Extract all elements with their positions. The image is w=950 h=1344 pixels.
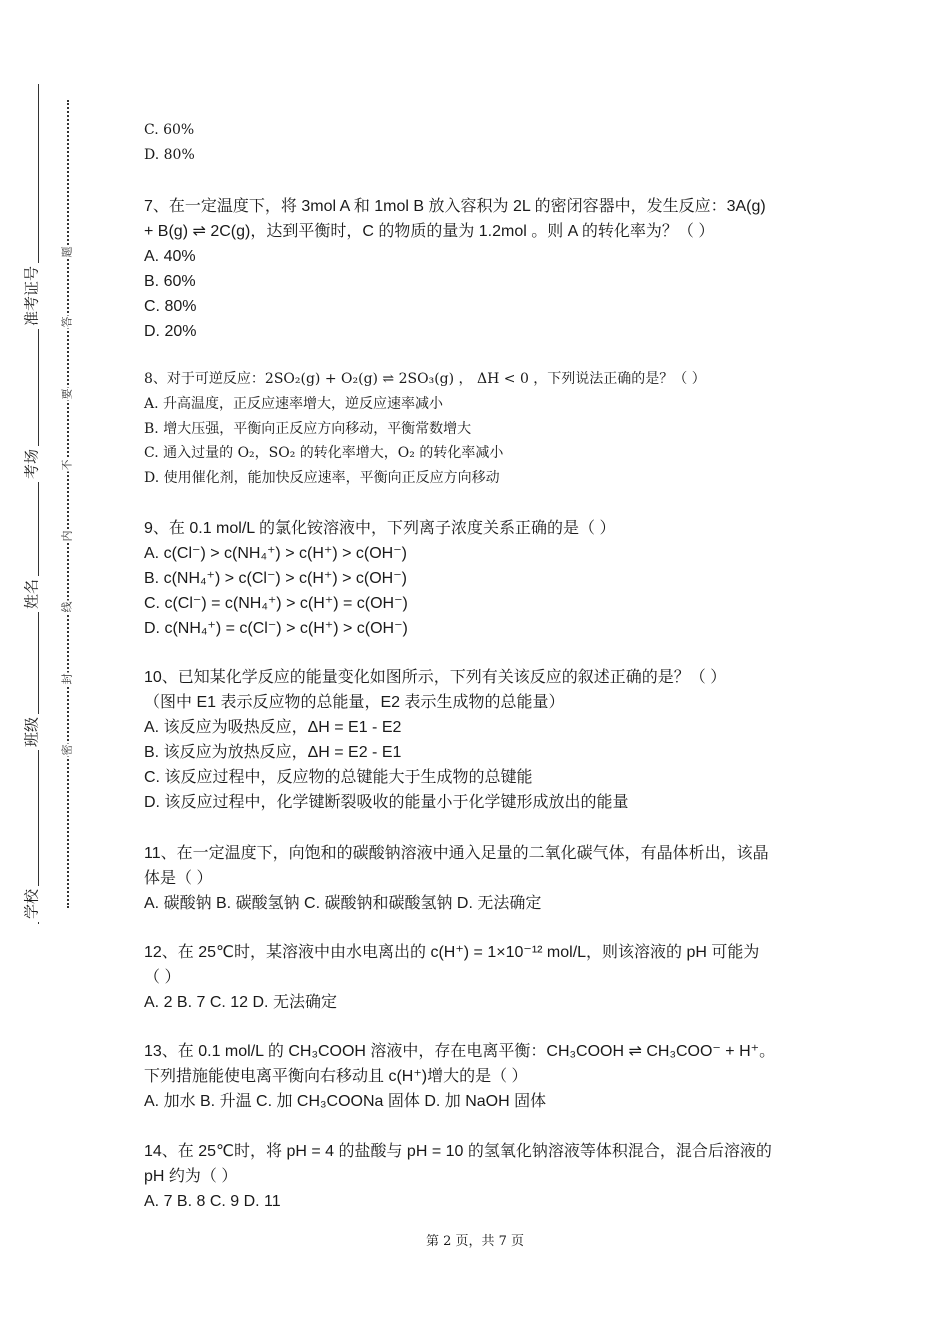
- option-line: C. 该反应过程中，反应物的总键能大于生成物的总键能: [144, 769, 533, 786]
- seal-char: 密: [60, 744, 74, 756]
- binding-solid-line: [38, 84, 39, 924]
- option-line: C. 80%: [144, 298, 197, 315]
- option-line: A. 40%: [144, 248, 196, 265]
- field-label-exam-number: 准考证号: [23, 263, 42, 329]
- seal-char: 题: [60, 246, 74, 258]
- field-label-name: 姓名: [23, 576, 42, 612]
- question-stem: 8、对于可逆反应：2SO₂(g) + O₂(g) ⇌ 2SO₃(g) ， ΔH < 0 ，下列说法正确的是？（ ）: [144, 371, 706, 387]
- question-stem: 体是（ ）: [144, 870, 213, 887]
- question-stem: 下列措施能使电离平衡向右移动且 c(H⁺)增大的是（ ）: [144, 1068, 528, 1085]
- question-stem: 12、在 25℃时，某溶液中由水电离出的 c(H⁺) = 1×10⁻¹² mol/L，则该溶液的 pH 可能为: [144, 944, 760, 961]
- binding-margin: [0, 0, 90, 1344]
- seal-char: 线: [60, 601, 74, 613]
- option-line: A. 该反应为吸热反应，ΔH = E1 - E2: [144, 719, 402, 736]
- option-line: C. 60%: [144, 122, 195, 138]
- question-stem: 10、已知某化学反应的能量变化如图所示，下列有关该反应的叙述正确的是？（ ）: [144, 669, 727, 686]
- option-line: C. 通入过量的 O₂，SO₂ 的转化率增大，O₂ 的转化率减小: [144, 445, 504, 461]
- option-line: A. 碳酸钠 B. 碳酸氢钠 C. 碳酸钠和碳酸氢钠 D. 无法确定: [144, 895, 542, 912]
- option-line: C. c(Cl⁻) = c(NH₄⁺) > c(H⁺) = c(OH⁻): [144, 595, 408, 612]
- option-line: A. 7 B. 8 C. 9 D. 11: [144, 1193, 281, 1210]
- option-line: B. c(NH₄⁺) > c(Cl⁻) > c(H⁺) > c(OH⁻): [144, 570, 407, 587]
- option-line: B. 该反应为放热反应，ΔH = E2 - E1: [144, 744, 402, 761]
- page-footer: 第 2 页，共 7 页: [425, 1234, 525, 1249]
- option-line: D. 该反应过程中，化学键断裂吸收的能量小于化学键形成放出的能量: [144, 794, 629, 811]
- option-line: A. 加水 B. 升温 C. 加 CH₃COONa 固体 D. 加 NaOH 固体: [144, 1093, 547, 1110]
- question-stem: 9、在 0.1 mol/L 的氯化铵溶液中，下列离子浓度关系正确的是（ ）: [144, 520, 616, 537]
- option-line: B. 增大压强，平衡向正反应方向移动，平衡常数增大: [144, 421, 472, 437]
- option-line: A. c(Cl⁻) > c(NH₄⁺) > c(H⁺) > c(OH⁻): [144, 545, 407, 562]
- option-line: B. 60%: [144, 273, 196, 290]
- question-stem: 13、在 0.1 mol/L 的 CH₃COOH 溶液中，存在电离平衡：CH₃COOH ⇌ CH₃COO⁻ + H⁺。: [144, 1043, 776, 1060]
- field-label-class: 班级: [23, 714, 42, 750]
- field-label-school: 学校: [23, 886, 42, 922]
- question-stem: （图中 E1 表示反应物的总能量，E2 表示生成物的总能量）: [144, 694, 565, 711]
- question-stem: + B(g) ⇌ 2C(g)，达到平衡时，C 的物质的量为 1.2mol 。则 A 的转化率为？（ ）: [144, 223, 715, 240]
- question-stem: 7、在一定温度下，将 3mol A 和 1mol B 放入容积为 2L 的密闭容器中，发生反应：3A(g): [144, 198, 766, 215]
- option-line: A. 2 B. 7 C. 12 D. 无法确定: [144, 994, 337, 1011]
- option-line: A. 升高温度，正反应速率增大，逆反应速率减小: [144, 396, 444, 412]
- seal-char: 封: [60, 673, 74, 685]
- field-label-exam-room: 考场: [23, 446, 42, 482]
- seal-char: 要: [60, 388, 74, 400]
- option-line: D. c(NH₄⁺) = c(Cl⁻) > c(H⁺) > c(OH⁻): [144, 620, 408, 637]
- seal-char: 内: [60, 530, 74, 542]
- seal-char: 答: [60, 316, 74, 328]
- seal-dotted-line: [67, 100, 69, 908]
- option-line: D. 80%: [144, 147, 195, 163]
- question-stem: pH 约为（ ）: [144, 1168, 238, 1185]
- seal-char: 不: [60, 459, 74, 471]
- option-line: D. 使用催化剂，能加快反应速率，平衡向正反应方向移动: [144, 470, 500, 486]
- option-line: D. 20%: [144, 323, 197, 340]
- question-stem: （ ）: [144, 969, 181, 986]
- question-stem: 14、在 25℃时，将 pH = 4 的盐酸与 pH = 10 的氢氧化钠溶液等体积混合，混合后溶液的: [144, 1143, 772, 1160]
- question-stem: 11、在一定温度下，向饱和的碳酸钠溶液中通入足量的二氧化碳气体，有晶体析出，该晶: [144, 845, 769, 862]
